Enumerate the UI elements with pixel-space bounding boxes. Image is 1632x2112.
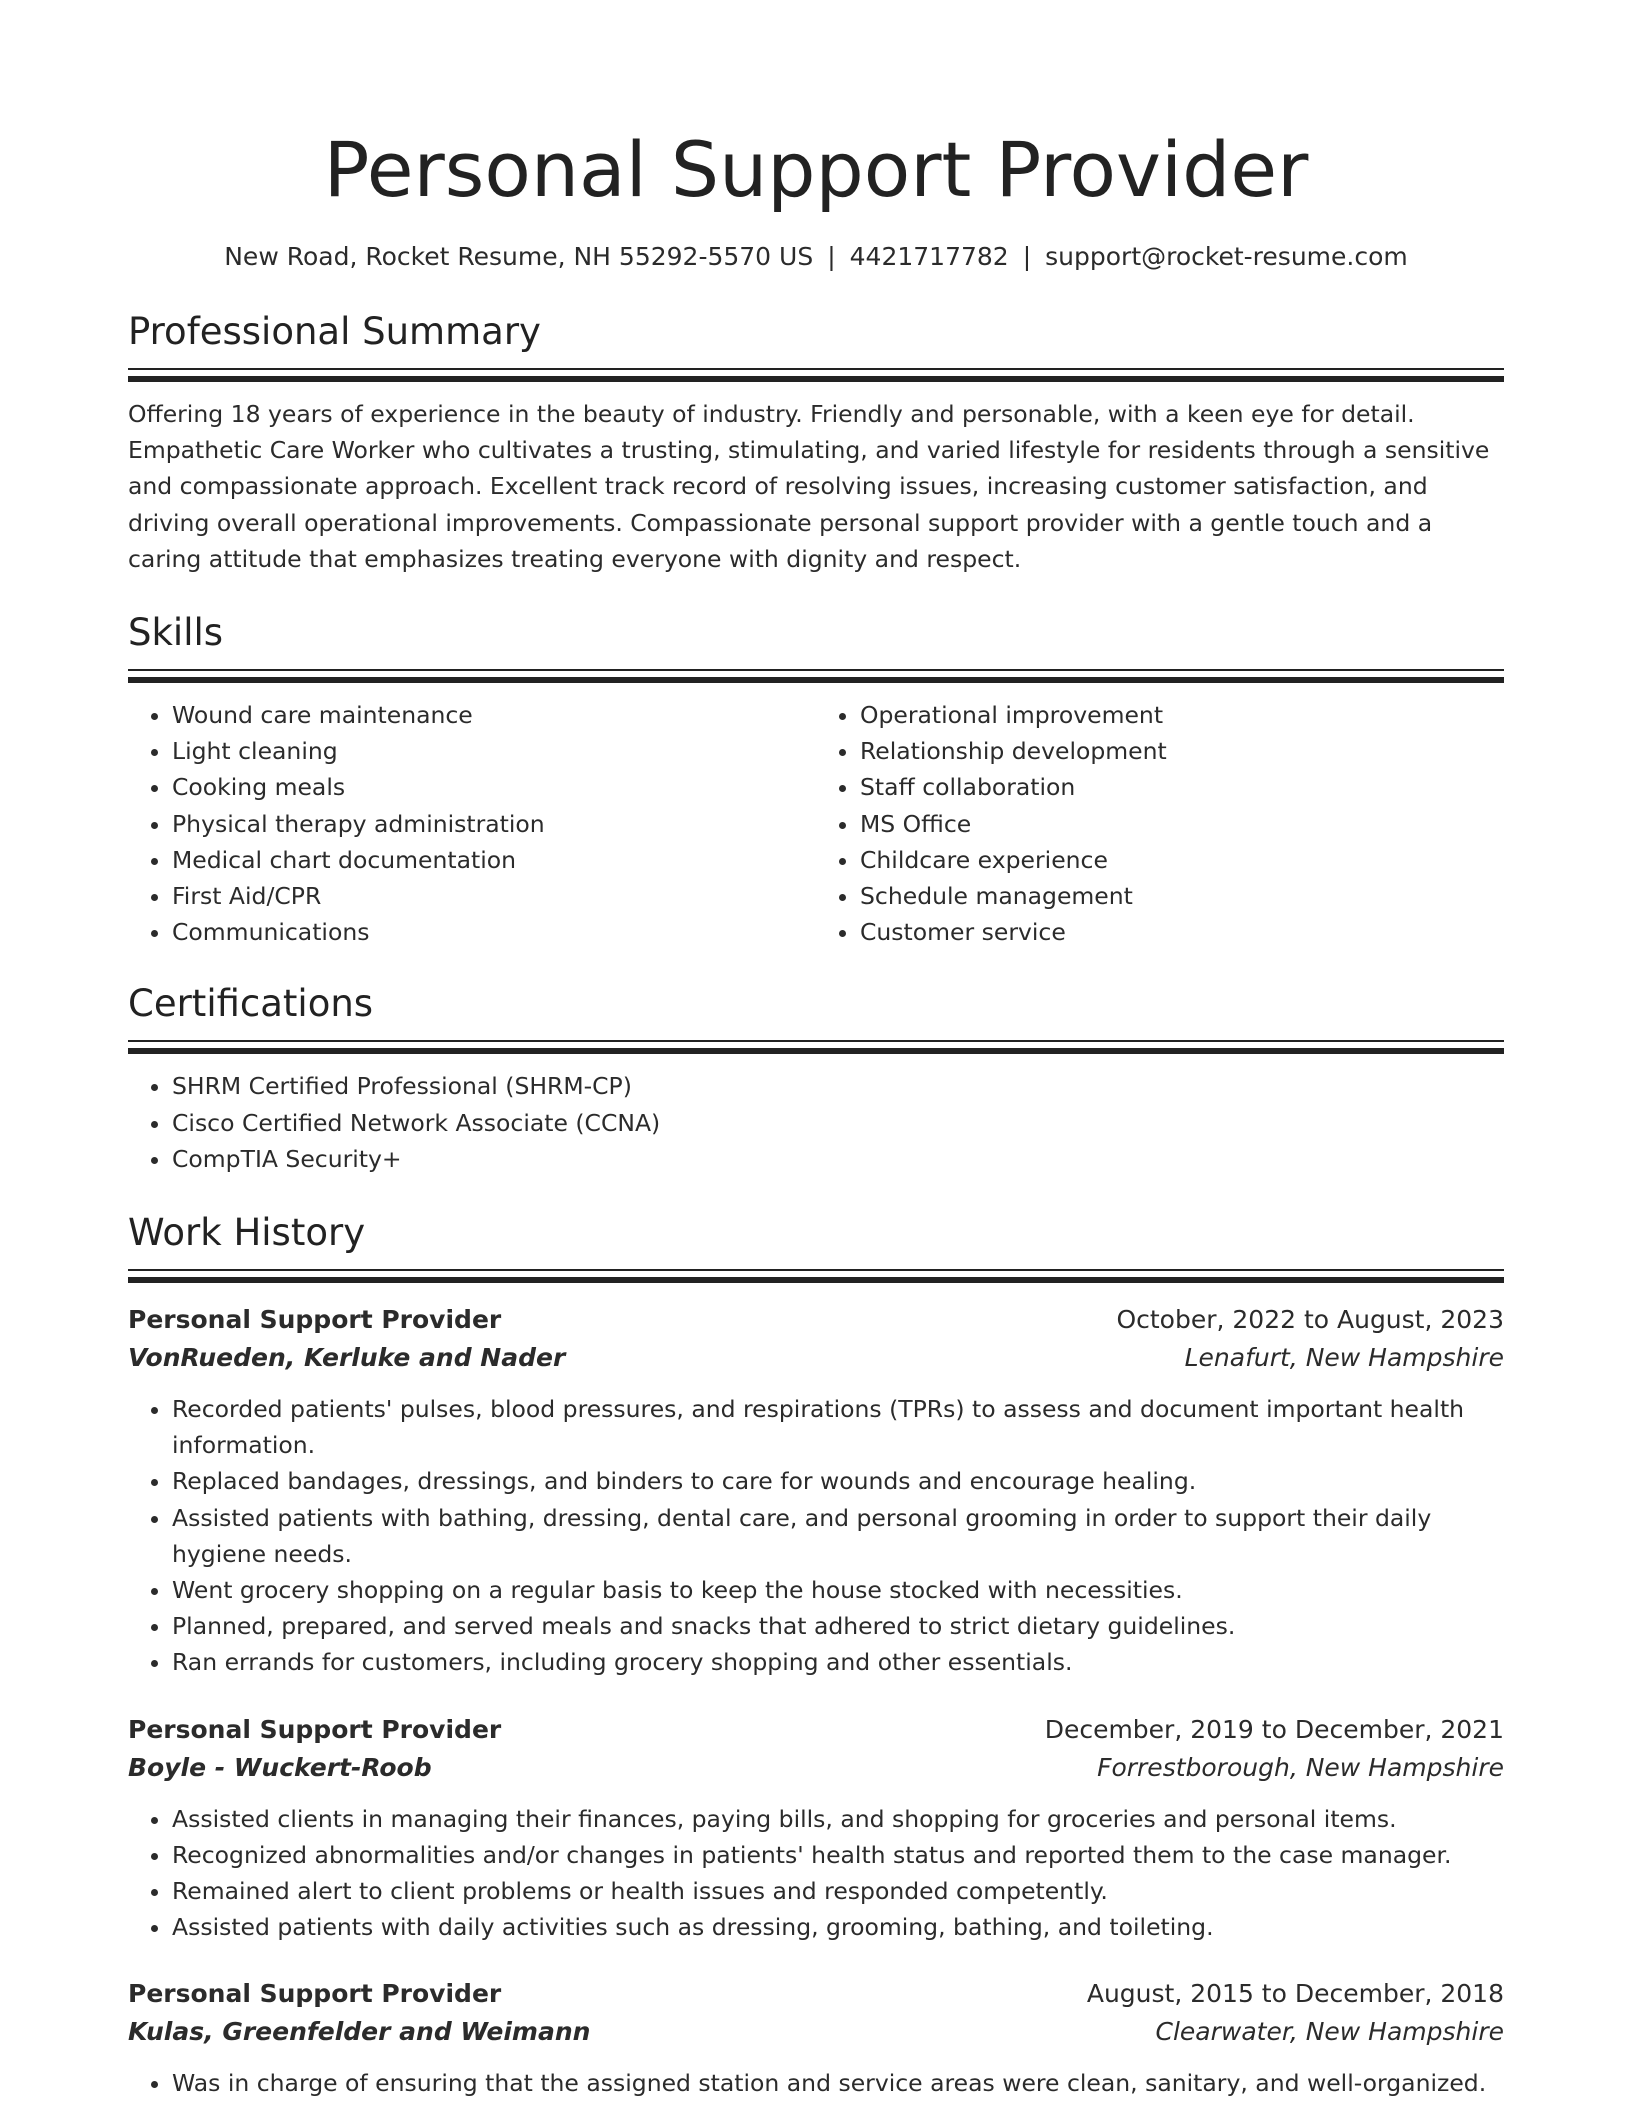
skill-item: • MS Office xyxy=(860,806,1504,842)
job-bullets xyxy=(128,1391,1504,1681)
job-bullet: • Planned, prepared, and served meals and snacks that adhered to strict dietary guidelines. xyxy=(172,1608,1504,1644)
job-bullet: • Assisted patients with daily activities such as dressing, grooming, bathing, and toileting. xyxy=(172,1909,1504,1945)
skill-item: • Schedule management xyxy=(860,878,1504,914)
contact-line xyxy=(128,240,1504,274)
contact-separator: | xyxy=(1022,242,1032,271)
section-summary xyxy=(128,308,1504,577)
job-bullet: • Assisted clients in managing their finances, paying bills, and shopping for groceries and personal items. xyxy=(172,1801,1504,1837)
certifications-list xyxy=(128,1068,1504,1177)
contact-separator: | xyxy=(827,242,836,271)
job-location: Forrestborough, New Hampshire xyxy=(1097,1752,1504,1782)
job-bullet: • Replaced bandages, dressings, and binders to care for wounds and encourage healing. xyxy=(172,1463,1504,1499)
skill-item: • Wound care maintenance xyxy=(172,697,816,733)
skill-item: • Light cleaning xyxy=(172,733,816,769)
section-skills xyxy=(128,609,1504,950)
section-divider xyxy=(128,669,1504,683)
skill-item: • Staff collaboration xyxy=(860,769,1504,805)
section-title-skills: Skills xyxy=(128,611,224,655)
job-bullet: • Assisted patients with bathing, dressing, dental care, and personal grooming in order to support their daily hygiene needs. xyxy=(172,1500,1504,1572)
job-bullets xyxy=(128,2065,1504,2101)
job-location: Lenafurt, New Hampshire xyxy=(1184,1343,1504,1373)
section-title-certifications: Certifications xyxy=(128,982,374,1026)
skill-item: • Communications xyxy=(172,914,816,950)
job-dates: October, 2022 to August, 2023 xyxy=(1116,1305,1504,1335)
skills-columns xyxy=(128,697,1504,950)
job-bullet: • Was in charge of ensuring that the assigned station and service areas were clean, sanitary, and well-organized. xyxy=(172,2065,1504,2101)
job-company: Boyle - Wuckert-Roob xyxy=(128,1752,432,1782)
job-entry xyxy=(128,1975,1504,2101)
skill-item: • Operational improvement xyxy=(860,697,1504,733)
skill-item: • Relationship development xyxy=(860,733,1504,769)
summary-text: Offering 18 years of experience in the beauty of industry. Friendly and personable, with a keen eye for detail. Empathetic Care Worker who cultivates a trusting, stimulating, and varied lifestyle for residents through a sensitive and compassionate approach. Excellent track record of resolving issues, increasing customer satisfaction, and driving overall operational improvements. Compassionate personal support provider with a gentle touch and a caring attitude that emphasizes treating everyone with dignity and respect. xyxy=(128,400,1490,573)
skills-list-right xyxy=(816,697,1504,950)
job-title: Personal Support Provider xyxy=(128,1714,502,1744)
skill-item: • Cooking meals xyxy=(172,769,816,805)
section-divider xyxy=(128,1269,1504,1283)
skills-list-left xyxy=(128,697,816,950)
job-title: Personal Support Provider xyxy=(128,1979,502,2009)
job-dates: December, 2019 to December, 2021 xyxy=(1044,1714,1504,1744)
skill-item: • Physical therapy administration xyxy=(172,806,816,842)
section-certifications xyxy=(128,980,1504,1177)
section-title-summary: Professional Summary xyxy=(128,310,541,353)
section-divider xyxy=(128,1040,1504,1054)
job-bullet: • Recorded patients' pulses, blood pressures, and respirations (TPRs) to assess and document important health information. xyxy=(172,1391,1504,1463)
job-title: Personal Support Provider xyxy=(128,1305,502,1335)
resume-name: Personal Support Provider xyxy=(323,125,1309,214)
section-divider xyxy=(128,368,1504,382)
job-company: Kulas, Greenfelder and Weimann xyxy=(128,2017,591,2047)
skill-item: • Childcare experience xyxy=(860,842,1504,878)
contact-phone: 4421717782 xyxy=(849,242,1009,271)
job-bullets xyxy=(128,1801,1504,1946)
job-dates: August, 2015 to December, 2018 xyxy=(1086,1979,1504,2009)
job-bullet: • Ran errands for customers, including grocery shopping and other essentials. xyxy=(172,1644,1504,1680)
job-bullet: • Recognized abnormalities and/or changes in patients' health status and reported them to the case manager. xyxy=(172,1837,1504,1873)
skill-item: • First Aid/CPR xyxy=(172,878,816,914)
certification-item: • Cisco Certified Network Associate (CCNA) xyxy=(172,1105,1504,1141)
job-entry xyxy=(128,1711,1504,1946)
job-entry xyxy=(128,1301,1504,1681)
certification-item: • SHRM Certified Professional (SHRM-CP) xyxy=(172,1068,1504,1104)
contact-address: New Road, Rocket Resume, NH 55292-5570 US xyxy=(224,242,814,271)
contact-email: support@rocket-resume.com xyxy=(1045,242,1408,271)
job-location: Clearwater, New Hampshire xyxy=(1155,2017,1504,2047)
section-work-history xyxy=(128,1209,1504,2102)
job-company: VonRueden, Kerluke and Nader xyxy=(128,1343,566,1373)
section-title-work-history: Work History xyxy=(128,1211,366,1255)
certification-item: • CompTIA Security+ xyxy=(172,1141,1504,1177)
job-bullet: • Remained alert to client problems or health issues and responded competently. xyxy=(172,1873,1504,1909)
job-bullet: • Went grocery shopping on a regular basis to keep the house stocked with necessities. xyxy=(172,1572,1504,1608)
resume-page xyxy=(128,0,1504,2112)
skill-item: • Medical chart documentation xyxy=(172,842,816,878)
skill-item: • Customer service xyxy=(860,914,1504,950)
